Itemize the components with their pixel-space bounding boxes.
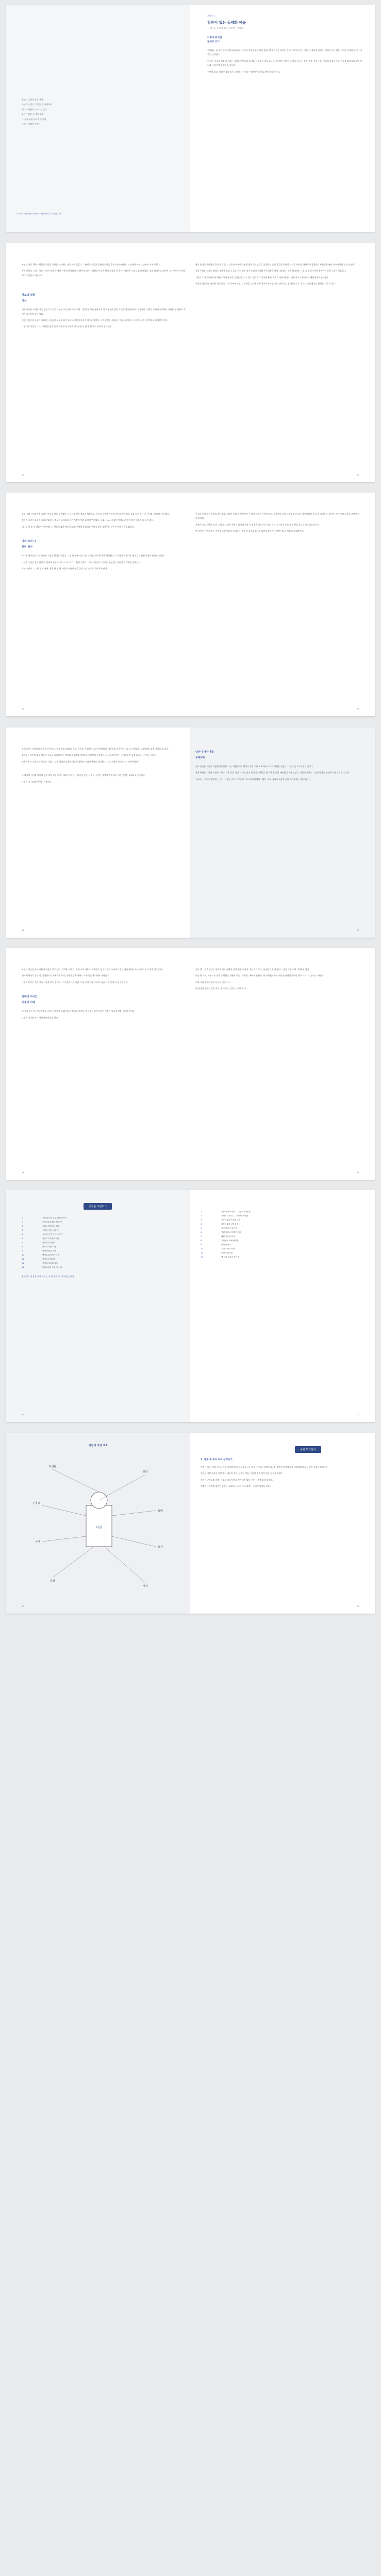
toc-item[interactable]: 6 단원 김홍도 특별전 도록 [201, 1231, 241, 1233]
diagram-label: 용안 [143, 1470, 148, 1473]
diagram-label: 용상 [158, 1546, 163, 1549]
toc-item[interactable]: 6 김홍도의 씨름과 서당 [22, 1238, 60, 1240]
page-number: 16 [22, 929, 24, 931]
cover-label: 프롤로그 [207, 14, 215, 17]
diagram-label: 흉배 [158, 1510, 163, 1513]
paragraph: 왕의 옷에는 하나하나 뜻이 담겨 있다. 가슴과 어깨에 수놓은 용무늬는 임금을 상징하고, 옷의 빛깔은 나라의 격식을 따른다. 곤룡포의 붉은빛과 푸른빛은 때와 장소에 따라 달리 쓰였다. [195, 263, 355, 266]
toc-item[interactable]: 9 민화 이야기 [201, 1244, 231, 1246]
callout-line [112, 1511, 156, 1516]
toc-item[interactable]: 3 간송미술관 소장품 도록 [201, 1219, 240, 1221]
toc-item[interactable]: 4 리움미술관 고미술 전시 [201, 1223, 240, 1225]
callout-line [42, 1536, 86, 1541]
page-number: 19 [357, 1172, 359, 1174]
toc-item[interactable]: 12 옛 그림 읽기의 즐거움 [201, 1256, 239, 1258]
toc-list-right [201, 1210, 360, 1259]
toc-item[interactable]: 9 민화에 담긴 소망 [22, 1250, 56, 1252]
cover-spread [6, 5, 375, 232]
spread-4 [6, 948, 375, 1180]
paragraph: 기록하는 그림과 감상하는 그림, 그 둘은 서로 다르면서도 하나의 뿌리에서 나왔다. 모두 사람과 세상을 깊이 바라보려는 마음이었다. [195, 777, 310, 781]
callout-line [99, 1475, 145, 1500]
toc-item[interactable]: 1 궁중 회화의 세계 — 국립고궁박물관 [201, 1211, 251, 1213]
paragraph: 옛 그림은 이렇게 보는 사람을 그림 안으로 초대한다. 천천히 걸음을 옮기듯 화면을 따라가다 보면 어느새 마음이 고요해진다. [195, 530, 304, 533]
page-number: 22 [22, 1605, 24, 1607]
paragraph: 조선의 미술은 한국 사람의 마음을 담고 있다. 소박함 속의 멋, 절제 속의 여유가 그것이다. 넘치지 않고 모자라지 않는 아름다움은 오늘날에도 우리 곁에 살아 있다. [22, 968, 163, 971]
paragraph: 다만 한 가지, 서두르지 말자. 동양화는 천천히 보는 그림이다. 족자를 펼치듯, 두루마리를 풀어 가듯 한 장면씩 음미할 때 비로소 그 깊이가 드러난다. [195, 974, 325, 977]
paragraph: 궁궐 행사를 기록한 의궤의 그림도 같은 뜻을 지닌다. 수천 명이 움직이는 행렬을 한 사람 한 사람 빠짐없이 그려 넣었다. 덕분에 우리는 그날의 풍경을 눈앞에 보듯 되살릴 수 있다. [195, 771, 351, 774]
toc-item[interactable]: 3 도화서 화원들의 하루 [22, 1225, 60, 1227]
paragraph: 두 화가의 그림을 나란히 놓고 보면 조선 후기 사회의 서로 다른 얼굴을 만날 수 있다. 한쪽은 소박하고 정겹고, 다른 한쪽은 화려하고 은근하다. [22, 774, 146, 777]
paragraph: 그림은 그 시대를 비추는 거울이다. [22, 780, 52, 783]
toc-item[interactable]: 5 한국 미술사 입문서 [201, 1227, 237, 1229]
page-number: 12 [22, 474, 24, 476]
page-number: 20 [22, 1414, 24, 1416]
paragraph: 특히 어진을 그리는 일은 나라의 가장 큰 행사 가운데 하나였다. 도화서의 뛰어난 화원들이 모여 왕의 얼굴을 한 올의 수염까지 그대로 옮겨 담았다. 털끝 하나라도 다르면 그 사람이 아니라는 생각이 있었기 때문이다. [22, 269, 186, 277]
paragraph: 그렇기에 어진을 그리는 화원은 붓을 들기 전에 몸과 마음을 가다듬었다. 한 획 한 획이 나라의 일이었다. [22, 325, 112, 328]
page-number: 23 [357, 1605, 359, 1607]
section-heading-2: 정신 [22, 299, 27, 303]
section-heading-2: 미술의 이해 [22, 1001, 35, 1005]
toc-item[interactable]: 10 백자와 분청사기의 멋 [22, 1254, 60, 1256]
paragraph: 얼굴은 가장 중요한 부분이다. 피부의 질감, 눈썹의 방향, 수염의 결을 살아 있는 듯 표현하였다. [201, 1472, 284, 1475]
paragraph: 옷의 주름을 그리는 방법도 정해져 있었다. 굵고 가는 선을 섞어 옷감의 무게와 부드러움을 함께 나타냈다. 주름 하나에도 그림 속 인물이 살아 움직이는 듯한 느낌이 깃들었다. [195, 269, 346, 273]
paragraph: 의복은 곤룡포와 흉배, 옥대로 이루어진다. 용무늬의 발톱 수는 신분에 따라 달랐다. [201, 1478, 273, 1481]
diagram-label: 곤룡포 [32, 1502, 40, 1505]
diagram-center-label: 어진 [96, 1526, 102, 1530]
paragraph: 백자 항아리의 둥근 선, 분청사기의 자유로운 무늬, 민화의 밝은 색채도 모두 같은 뿌리에서 자라났다. [22, 974, 110, 977]
page-number: 21 [357, 1414, 359, 1416]
toc-item[interactable]: 11 동양화 감상법 [201, 1252, 233, 1254]
spread-3 [6, 727, 375, 938]
diagram-label: 족좌 [50, 1580, 55, 1583]
intro-line: 읽었던 그림이 말을 건다 [22, 98, 43, 101]
toc-item[interactable]: 8 조선왕조 의궤 해설집 [201, 1240, 239, 1242]
toc-item[interactable]: 2 조선의 초상화 — 국립중앙박물관 [201, 1215, 249, 1217]
cover-title: 칭찬이 있는 동양화 예술 [207, 21, 246, 25]
paragraph: 신윤복은 도시의 멋과 풍류를 그렸다. 고운 빛깔과 섬세한 선으로 양반과 기녀의 만남을 담아냈다. 그의 그림은 당시로서는 파격이었다. [22, 760, 139, 763]
paragraph: 오늘 우리가 그 그림 앞에 서면, 몇백 년 전 한 사람이 조용히 붓을 들던 시간 속으로 들어가게 된다. [22, 567, 108, 570]
paragraph: 이렇게 만들어진 어진은 여러 벌을 그려 나누어 모셨다. 전란을 겪으며 많은 어진이 사라졌지만, 남아 있는 몇 점만으로도 우리는 조선 왕실의 품격을 느낄 수 있다. [195, 282, 336, 285]
paragraph: 태조 어진은 조선을 세운 임금의 모습을 오늘날까지 전해 주는 귀한 그림이다. 푸른 곤룡포를 입고 용상에 앉은 모습은 엄숙하면서도 단정하다. 얼굴의 주름과 눈빛에는 나라를 연 사람의 무게가 고스란히 담겨 있다. [22, 308, 186, 315]
page-number: 13 [357, 474, 359, 476]
toc-badge-left: 공감을 구한다 1 [84, 1199, 112, 1210]
paragraph: 그림은 기다려 주는 사람에게 마음을 연다. [22, 1016, 59, 1019]
toc-item[interactable]: 7 신윤복의 미인도 [22, 1242, 56, 1244]
toc-item[interactable]: 1 조선 왕실의 얼굴, 어진 이야기 [22, 1217, 67, 1219]
section-heading-2: 구해보다 [195, 756, 206, 759]
paragraph: 조선의 궁중 회화는 왕실의 위엄과 질서를 드러내는 데 목적이 있었다. 그래서 화원들은 정해진 법식을 충실히 따르면서도 그 안에서 자신의 솜씨를 보여 주었다. [22, 263, 160, 266]
toc-item[interactable]: 12 시서화 일치의 정신 [22, 1262, 58, 1264]
page-number: 17 [357, 929, 359, 931]
spread-1 [6, 243, 375, 482]
toc-item[interactable]: 7 혜원 신윤복 화첩 [201, 1235, 235, 1238]
section-heading-2: 선비 정신 [22, 546, 33, 549]
paragraph: 조선 시대 선비들에게 그림은 마음을 닦는 공부였다. 사군자를 치며 절개를 생각하고, 산수를 그리며 자연의 이치를 헤아렸다. 붓을 드는 일은 곧 자신을 돌아보는 일이었다. [22, 513, 170, 515]
toc-list-left [22, 1216, 176, 1281]
paragraph: 우리 옛 그림을 즐기는 방법은 따로 정해져 있지 않다. 마음이 가는 대로 보고, 궁금한 것은 찾아보고, 좋은 것은 오래 기억하면 된다. [195, 968, 310, 971]
toc-badge-right: 공감 보고싶다 [295, 1443, 321, 1453]
paragraph: 풍속화에는 사람들의 하루가 담겨 있다. 밭을 갈고, 빨래를 하고, 씨름을 구경하는 모습이 생생하다. 김홍도와 신윤복의 그림 속 사람들은 지금이라도 말을 걸어올 것 같다. [22, 748, 169, 750]
diagram-label: 옥대 [35, 1540, 40, 1544]
callout-line [53, 1469, 99, 1492]
diagram-label: 채전 [143, 1585, 148, 1588]
diagram-title: 어진의 구성 요소 [88, 1444, 108, 1447]
callout-line [112, 1536, 156, 1547]
page-number: 15 [357, 708, 359, 710]
paragraph: 그림을 오래 들여다보면 화원이 얼마나 공을 들였는지 알 수 있다. 금박으로 장식한 흉배, 옥으로 만든 허리띠, 검은 사모의 윤기까지 세심하게 표현하였다. [195, 276, 329, 279]
paragraph: 대나무 한 줄기, 매화 한 가지에도 그 사람의 삶이 배어 있었다. 바람에 흔들려도 꺾이지 않는 대나무는 곧은 선비의 마음을 닮았다. [22, 525, 135, 528]
section-heading: 당대의 지식인 [22, 995, 38, 999]
spread-2 [6, 493, 375, 716]
cover-paragraph: 천천히 보고, 오래 머물러 보자. 그림은 서두르는 사람에게 자신을 보여 주지 않는다. [207, 70, 280, 73]
section-heading: 태조의 얼굴 [22, 294, 35, 297]
intro-line: 화가가 남긴 한 줄의 숨결 [22, 113, 44, 116]
page-number: 18 [22, 1172, 24, 1174]
intro-line: 아무것도 없는 것 같은 빈 자리에서 [22, 103, 52, 106]
cover-side-subtitle: 들어가 보기 [207, 41, 220, 43]
paragraph: 옛 화가들이 남긴 길을 따라, 우리만의 감상을 시작해 보자. [195, 987, 246, 990]
toc-note: 함께 읽으면 좋은 책과 자료는 이 책 끝에 정리해 두었습니다. [22, 1275, 75, 1278]
toc-spread [6, 1190, 375, 1422]
paragraph: 어진은 얼굴, 관모, 의복, 자세, 배경의 다섯 부분으로 나누어 볼 수 있다. 각각의 요소는 정해진 법식에 따라 그려졌으며 모두 왕의 권위를 드러낸다. [201, 1466, 328, 1468]
toc-item[interactable]: 11 여백의 아름다움 [22, 1258, 56, 1260]
paragraph: 정조 임금은 그림을 사랑한 왕이었다. 그는 화원들에게 백성의 삶을 그려 오게 하여 나라의 형편을 살폈다. 그림이 곧 보고서였던 셈이다. [195, 765, 313, 768]
cover-paragraph: 이 책은 그림을 처음 마주하는 사람도 편안하게 들어설 수 있도록 작품 하나하나에 담긴 이야기를 풀어 놓는다. 왕의 초상, 옷의 주름, 선비의 붓끝에 깃든 마음을 따라가다 보면 어느새 그림이 말을 걸어올 것이다. [207, 59, 362, 67]
diagram-spread [6, 1433, 375, 1614]
paragraph: 이제 그림 속으로 걸어 들어갈 시간이다. [195, 980, 230, 984]
intro-line: 그림은 오래된 편지다 [22, 123, 41, 126]
diagram-label: 익선관 [48, 1465, 57, 1468]
diagram-svg [22, 1454, 176, 1598]
toc-item[interactable]: 4 선비의 붓끝, 사군자 [22, 1229, 59, 1231]
toc-item[interactable]: 8 정조와 의궤 그림 [22, 1246, 56, 1248]
toc-item[interactable]: 2 곤룡포와 흉배에 담긴 뜻 [22, 1221, 62, 1223]
paragraph: 선비의 그림은 화원의 그림과 달랐다. 정교한 솜씨보다 그린 사람의 뜻과 품격이 먼저였다. 그래서 조금 거칠어 보여도 그 안에 담긴 기운을 더 높이 쳤다. [22, 519, 154, 522]
cover-subtitle: — 왕, 옷, 우리 마음이 주고 받는 이야기 [207, 27, 243, 29]
paragraph: 이 책을 덮은 뒤, 박물관에서 그림 한 점 앞에 오래 머물러 보기를 바란다. 처음에는 보이지 않던 것들이 조금씩 말을 걸어올 것이다. [22, 1010, 136, 1013]
paragraph: 사대부 화가들은 시와 글씨와 그림을 하나로 보았다. 그림 한 켠에 시를 적고 도장을 찍어 한 폭을 완성했다. 시서화가 어우러질 때 비로소 참된 작품이 된다고 믿었다. [22, 554, 165, 557]
paragraph: 그들은 그림을 팔지 않았다. 벗에게 선물하거나 스스로 즐기기 위해 그렸다. 그래서 선비의 그림에는 꾸밈없는 마음이 고스란히 남아 있다. [22, 561, 141, 564]
intro-line: 그 숨결 위에 우리가 서 있다 [22, 117, 46, 121]
section-heading: 1. 작품 속 주요 요소 살펴보기 [201, 1459, 233, 1461]
cover-side-title: 이명이 위처럼 [207, 37, 222, 39]
callout-line [104, 1547, 145, 1583]
cover-paragraph: 동양화는 한 폭의 종이 위에 하늘과 땅, 사람의 마음을 함께 담아 왔다. 옛 화가들은 보이는 것보다 보이지 않는 것을 더 귀하게 여겼고, 여백은 비어 있는 자리가 아니라 생각이 머무는 자리였다. [207, 49, 362, 56]
paragraph: 배경에는 용상과 채전이 놓인다. 화려한 무늬의 바닥 깔개는 궁궐의 위엄을 더한다. [201, 1485, 272, 1488]
paragraph: 그림을 본다는 것은 결국 사람을 보는 일이다. 그 그림을 그린 사람, 그림 속의 사람, 그리고 지금 그림 앞에 선 나 자신까지. [22, 980, 128, 984]
paragraph: 산수화 속의 작은 인물을 찾아보자. 커다란 산과 물 사이에 아주 작게 그려진 사람이 있다. 지팡이를 짚고 다리를 건너거나, 정자에 앉아 먼 곳을 바라본다. 화가는 자연 속의 자신을 그렇게 그려 넣었다. [195, 513, 359, 520]
section-heading: 야외 속의 나 [22, 540, 36, 544]
section-heading: 당신이 대하여를 [195, 751, 214, 754]
page-number: 14 [22, 708, 24, 710]
intro-poem [22, 98, 52, 127]
intro-line: 생각이 천천히 스며드는 순간 [22, 108, 47, 111]
callout-line [53, 1547, 94, 1578]
callout-line [42, 1505, 86, 1516]
paragraph: 김홍도는 서민의 삶을 따뜻한 눈으로 바라보았다. 배경을 과감하게 생략하고 사람에게 집중했다. 둥글게 모여 앉은 구경꾼들의 표정 하나하나가 모두 다르다. [22, 754, 157, 757]
toc-item[interactable]: 10 우리 도자기 산책 [201, 1248, 235, 1250]
toc-item[interactable]: 13 박물관에서 그림 보는 법 [22, 1266, 62, 1268]
paragraph: 어진은 단순한 초상이 아니었다. 임금이 세상을 떠난 뒤에도 진전에 모셔져 제사를 받았고, 그림 앞에서 신하들은 예를 갖추었다. 그림이 곧 그 사람이라고 여겼던 것이다. [22, 319, 168, 322]
cover-footnote: 이 책의 도판은 해당 소장처의 허락을 받아 수록하였습니다. [16, 213, 62, 215]
toc-item[interactable]: 5 산수화 속 작은 사람 찾기 [22, 1233, 63, 1235]
paragraph: 자연은 크고 사람은 작다. 그러나 그 작은 사람이 있기에 그림 속 풍경은 살아난다. 보는 이는 그 인물의 눈을 빌려 산을 오르고 물소리를 듣는다. [195, 523, 320, 526]
